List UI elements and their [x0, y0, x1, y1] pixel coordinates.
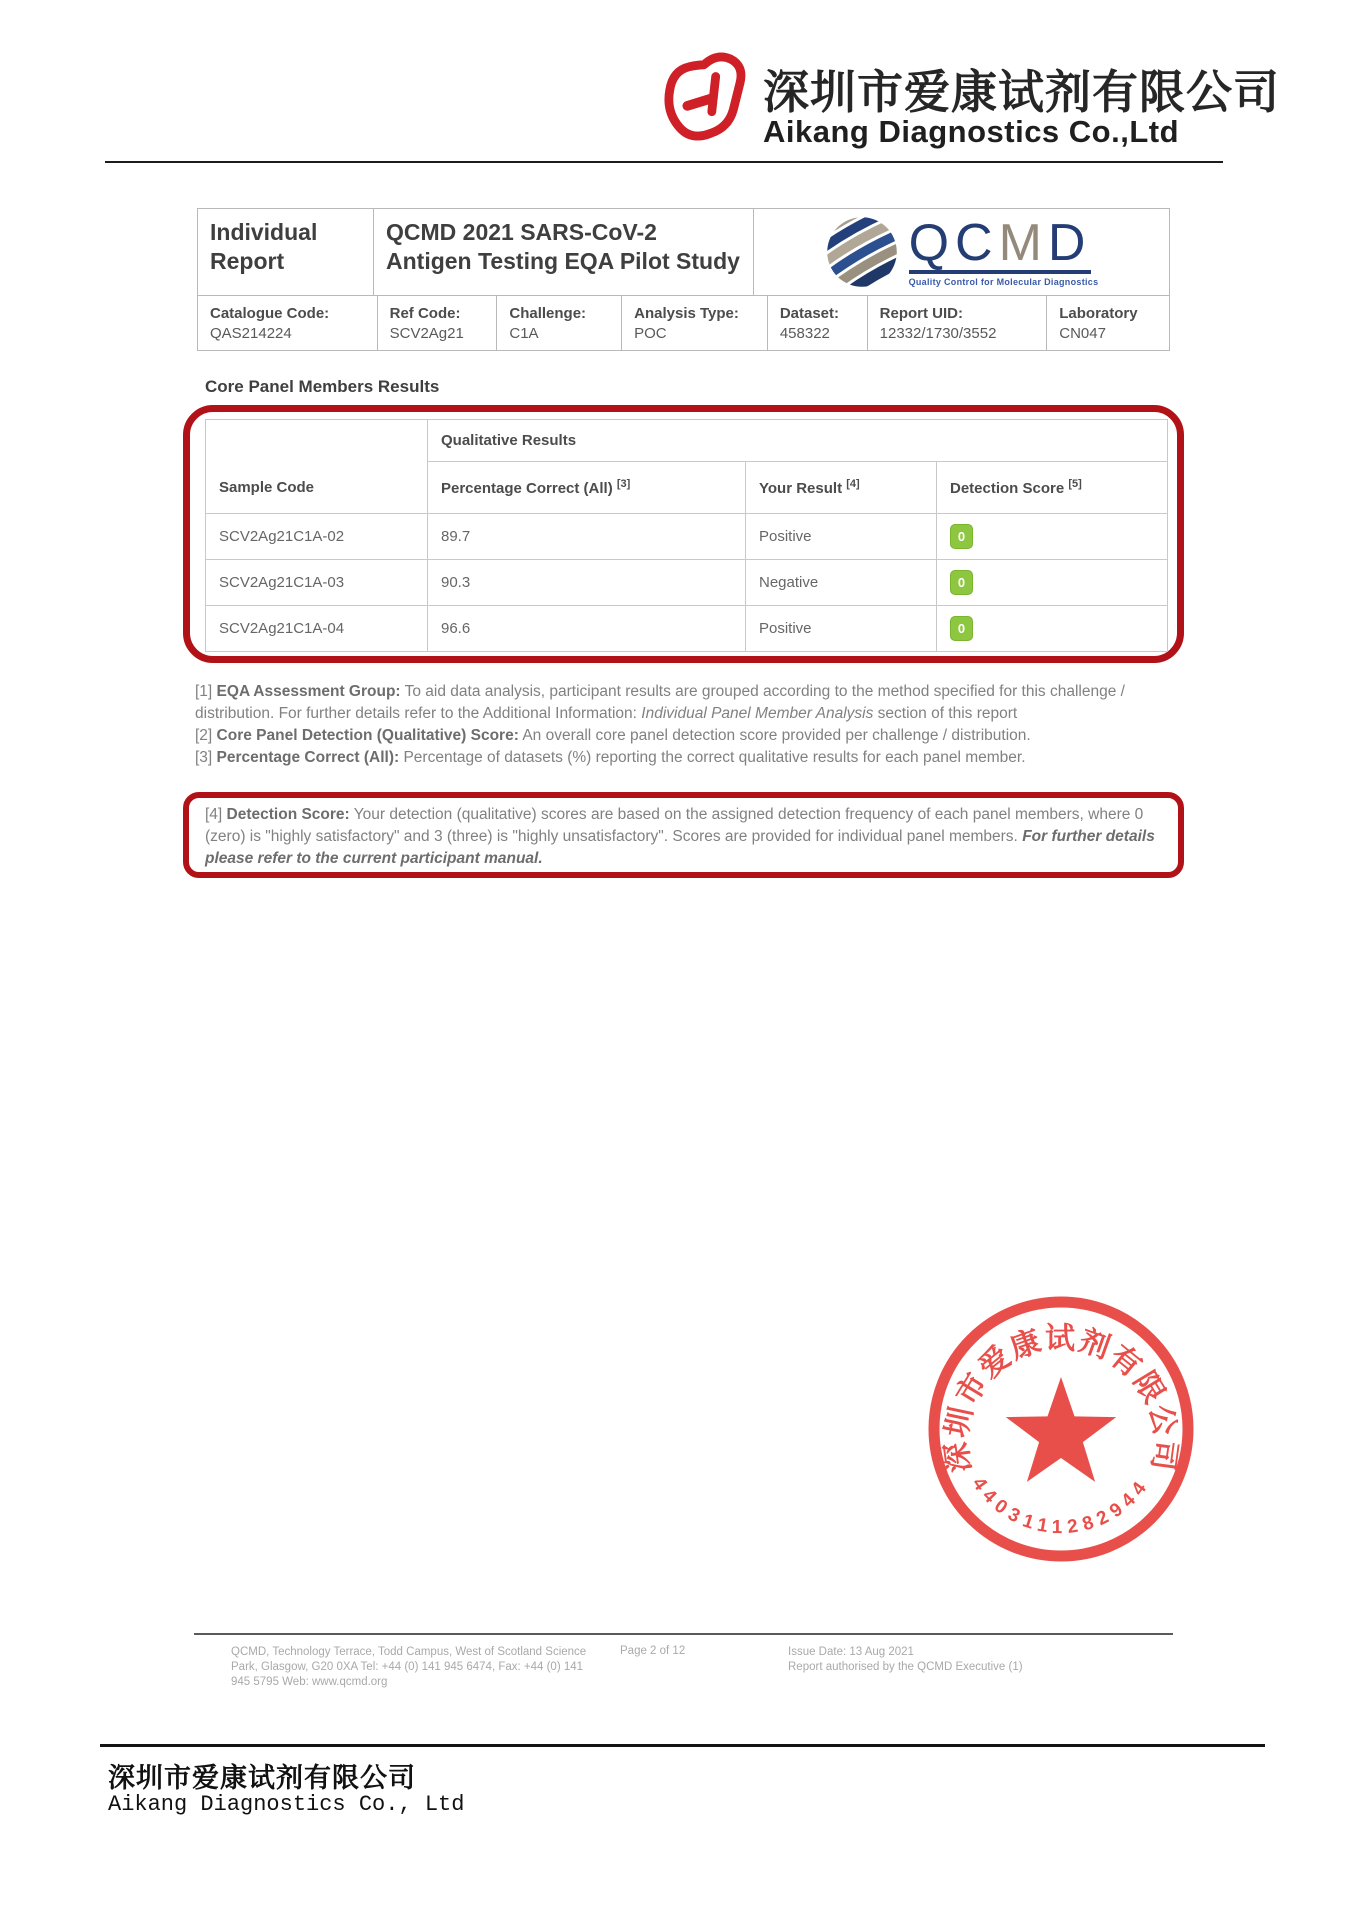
- footnote-id: [4]: [205, 806, 223, 823]
- group-header-qualitative: Qualitative Results: [428, 420, 1168, 462]
- signature-company-en: Aikang Diagnostics Co., Ltd: [108, 1792, 465, 1817]
- qcmd-letter-m: M: [998, 213, 1048, 272]
- signature-company-cn: 深圳市爱康试剂有限公司: [108, 1763, 416, 1793]
- footnote-label: Detection Score:: [226, 806, 350, 823]
- col-label: Detection Score: [950, 480, 1065, 497]
- table-group-header-row: [206, 420, 1168, 462]
- footnote-3: [195, 747, 1187, 769]
- stamp-serial: 4403111282944: [967, 1473, 1155, 1539]
- cell-sample-code: SCV2Ag21C1A-03: [206, 560, 428, 606]
- header-divider: [105, 161, 1223, 163]
- meta-value: SCV2Ag21: [389, 324, 464, 342]
- footnote-4: [205, 804, 1162, 870]
- qcmd-tagline: Quality Control for Molecular Diagnostics: [908, 276, 1099, 287]
- aikang-logo-icon: [658, 50, 746, 150]
- meta-analysis-type: [622, 296, 768, 350]
- cell-score: [937, 560, 1168, 606]
- qcmd-letters-qc: QC: [908, 213, 999, 272]
- meta-report-uid: [868, 296, 1048, 350]
- footnote-ref: [4]: [846, 478, 860, 490]
- footnote-label: Core Panel Detection (Qualitative) Score:: [216, 727, 519, 744]
- qcmd-letter-d: D: [1047, 213, 1092, 272]
- footnote-label: Percentage Correct (All):: [216, 749, 400, 766]
- meta-catalogue-code: [198, 296, 378, 350]
- cell-result: Negative: [746, 560, 937, 606]
- footnote-label: EQA Assessment Group:: [216, 683, 401, 700]
- meta-value: 12332/1730/3552: [879, 324, 997, 342]
- col-sample-code: Sample Code: [206, 420, 428, 514]
- col-label: Your Result: [759, 480, 843, 497]
- footnote-2: [195, 725, 1187, 747]
- cell-sample-code: SCV2Ag21C1A-02: [206, 514, 428, 560]
- signature-divider: [100, 1744, 1265, 1747]
- meta-value: POC: [634, 324, 667, 342]
- cell-percentage: 96.6: [428, 606, 746, 652]
- col-your-result: [746, 462, 937, 514]
- meta-laboratory: [1047, 296, 1169, 350]
- footnote-id: [2]: [195, 727, 213, 744]
- footer-issue-info: [788, 1645, 1023, 1675]
- footer-address-line: Park, Glasgow, G20 0XA Tel: +44 (0) 141 945 6474, Fax: +44 (0) 141: [231, 1661, 584, 1673]
- stamp-star-icon: [1006, 1377, 1116, 1482]
- meta-label: Challenge:: [509, 304, 587, 322]
- footnote-1: [195, 681, 1187, 725]
- footer-address-line: 945 5795 Web: www.qcmd.org: [231, 1676, 388, 1688]
- report-type: Individual Report: [198, 209, 374, 295]
- meta-label: Ref Code:: [389, 304, 461, 322]
- report-title: QCMD 2021 SARS-CoV-2 Antigen Testing EQA Pilot Study: [374, 209, 754, 295]
- company-name-cn: 深圳市爱康试剂有限公司: [763, 66, 1280, 118]
- issue-date: Issue Date: 13 Aug 2021: [788, 1646, 914, 1658]
- footnote-id: [1]: [195, 683, 213, 700]
- meta-challenge: [497, 296, 622, 350]
- footnote-text: Percentage of datasets (%) reporting the correct qualitative results for each panel member.: [403, 749, 1026, 766]
- meta-label: Catalogue Code:: [210, 304, 330, 322]
- cell-score: [937, 606, 1168, 652]
- cell-sample-code: SCV2Ag21C1A-04: [206, 606, 428, 652]
- qcmd-name: [908, 213, 1092, 274]
- meta-value: C1A: [509, 324, 539, 342]
- meta-value: CN047: [1059, 324, 1106, 342]
- score-badge: 0: [950, 524, 973, 549]
- footnote-text: Your detection (qualitative) scores are based on the assigned detection frequency of each panel members, where 0 (zero) is "highly satisfactory" and 3 (three) is "highly unsatisfactory". Scores are provided for individual panel members.: [205, 806, 1144, 845]
- col-detection-score: [937, 462, 1168, 514]
- core-panel-heading: Core Panel Members Results: [205, 377, 440, 396]
- col-label: Percentage Correct (All): [441, 480, 613, 497]
- page-number: Page 2 of 12: [620, 1645, 686, 1657]
- footer-address: [231, 1645, 586, 1690]
- cell-result: Positive: [746, 606, 937, 652]
- stamp-arc-text: 深圳市爱康试剂有限公司: [939, 1322, 1183, 1475]
- cell-percentage: 89.7: [428, 514, 746, 560]
- company-stamp: [925, 1293, 1197, 1565]
- meta-label: Laboratory: [1059, 304, 1138, 322]
- footnote-italic-text: Individual Panel Member Analysis: [641, 705, 874, 722]
- footnote-text: An overall core panel detection score provided per challenge / distribution.: [522, 727, 1031, 744]
- qcmd-logo: [754, 209, 1169, 295]
- score-badge: 0: [950, 616, 973, 641]
- table-row: [206, 514, 1168, 560]
- meta-label: Analysis Type:: [634, 304, 739, 322]
- company-name-en: Aikang Diagnostics Co.,Ltd: [763, 114, 1180, 149]
- meta-value: 458322: [779, 324, 830, 342]
- cell-result: Positive: [746, 514, 937, 560]
- footer-address-line: QCMD, Technology Terrace, Todd Campus, West of Scotland Science: [231, 1646, 587, 1658]
- footnote-id: [3]: [195, 749, 213, 766]
- detection-score-highlight-box: [183, 792, 1184, 878]
- meta-label: Report UID:: [879, 304, 963, 322]
- footer-divider: [194, 1633, 1173, 1635]
- col-percentage-correct: [428, 462, 746, 514]
- meta-value: QAS214224: [210, 324, 292, 342]
- footnote-text: To aid data analysis, participant results are grouped according to the method specified for this challenge / distribution. For further details refer to the Additional Information:: [195, 683, 1125, 722]
- cell-percentage: 90.3: [428, 560, 746, 606]
- footnote-ref: [3]: [616, 478, 631, 490]
- table-row: [206, 606, 1168, 652]
- footnotes: [195, 681, 1187, 769]
- score-badge: 0: [950, 570, 973, 595]
- qcmd-globe-icon: [825, 215, 899, 289]
- meta-ref-code: [378, 296, 498, 350]
- report-meta-row: [197, 295, 1170, 351]
- footnote-text: section of this report: [877, 705, 1018, 722]
- table-row: [206, 560, 1168, 606]
- report-title-row: [197, 208, 1170, 296]
- meta-label: Dataset:: [779, 304, 840, 322]
- footnote-emphasis: For further details please refer to the current participant manual.: [205, 828, 1155, 867]
- qcmd-wordmark: [908, 213, 1099, 287]
- cell-score: [937, 514, 1168, 560]
- footnote-ref: [5]: [1068, 478, 1082, 490]
- meta-dataset: [768, 296, 868, 350]
- authorised-by: Report authorised by the QCMD Executive (1): [788, 1661, 1023, 1673]
- core-panel-table: [205, 419, 1168, 652]
